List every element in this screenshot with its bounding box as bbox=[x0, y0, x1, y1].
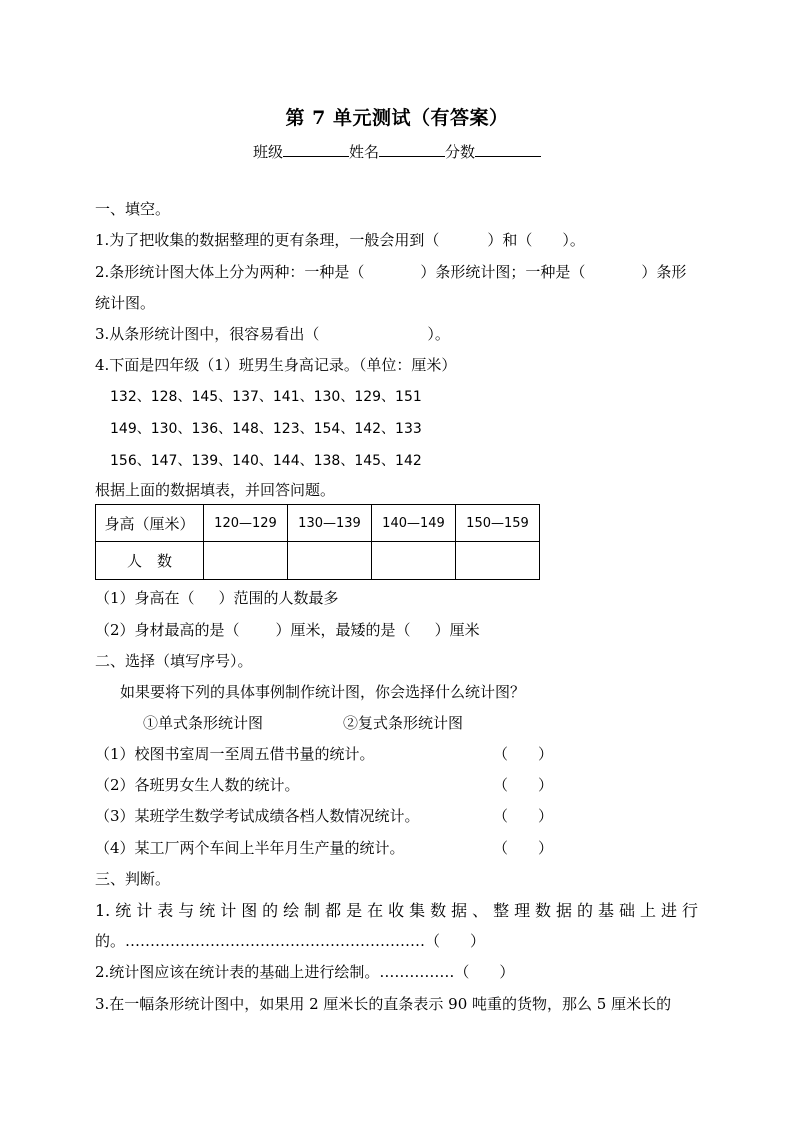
table-answer-cell[interactable] bbox=[288, 542, 372, 580]
judge-item-1-cont: 的。……………………………………………………（ ） bbox=[95, 932, 486, 950]
name-blank[interactable] bbox=[379, 142, 445, 157]
table-header-cell: 身高（厘米） bbox=[96, 505, 204, 542]
question-1-2-cont: 统计图。 bbox=[95, 294, 156, 312]
judge-item-1: 1.统计表与统计图的绘制都是在收集数据、整理数据的基础上进行 bbox=[95, 901, 698, 920]
student-info-line bbox=[0, 141, 794, 162]
table-row-label: 人 数 bbox=[96, 542, 204, 580]
answer-paren[interactable]: （ ） bbox=[493, 839, 554, 857]
question-1-2 bbox=[95, 262, 686, 282]
table-header-cell: 130—139 bbox=[288, 505, 372, 542]
q3-part-b: ）。 bbox=[427, 325, 450, 343]
q2-part-b: ）条形统计图；一种是（ bbox=[420, 263, 586, 281]
q1-part-b: ）和（ bbox=[487, 231, 533, 249]
q1-part-c: ）。 bbox=[562, 231, 585, 249]
answer-paren[interactable]: （ ） bbox=[493, 745, 554, 763]
table-header-cell: 150—159 bbox=[456, 505, 540, 542]
chart-option-1: ①单式条形统计图 bbox=[143, 714, 264, 732]
sub1-part-a: （1）身高在（ bbox=[95, 589, 195, 607]
q3-part-a: 3.从条形统计图中，很容易看出（ bbox=[95, 325, 320, 343]
table-instruction: 根据上面的数据填表，并回答问题。 bbox=[95, 481, 336, 499]
question-1-4-sub2 bbox=[95, 620, 480, 640]
table-answer-cell[interactable] bbox=[456, 542, 540, 580]
judge-item-2: 2.统计图应该在统计表的基础上进行绘制。……………（ ） bbox=[95, 963, 515, 981]
q2-part-c: ）条形 bbox=[641, 263, 687, 281]
sub2-part-b: ）厘米，最矮的是（ bbox=[275, 621, 411, 639]
height-data-row-1: 132、128、145、137、141、130、129、151 bbox=[110, 389, 422, 405]
question-1-3 bbox=[95, 324, 450, 344]
height-data-row-2: 149、130、136、148、123、154、142、133 bbox=[110, 421, 422, 437]
question-1-4-sub1 bbox=[95, 588, 339, 608]
score-blank[interactable] bbox=[475, 142, 541, 157]
q2-part-a: 2.条形统计图大体上分为两种：一种是（ bbox=[95, 263, 365, 281]
table-answer-cell[interactable] bbox=[372, 542, 456, 580]
table-header-cell: 140—149 bbox=[372, 505, 456, 542]
table-header-row bbox=[96, 505, 540, 542]
question-1-1 bbox=[95, 230, 585, 250]
chart-option-2: ②复式条形统计图 bbox=[343, 714, 464, 732]
question-1-4-intro: 4.下面是四年级（1）班男生身高记录。（单位：厘米） bbox=[95, 356, 457, 374]
table-count-row bbox=[96, 542, 540, 580]
section3-heading: 三、判断。 bbox=[95, 870, 171, 888]
page-title: 第 7 单元测试（有答案） bbox=[285, 107, 509, 129]
score-label: 分数 bbox=[445, 143, 476, 161]
answer-paren[interactable]: （ ） bbox=[493, 807, 554, 825]
sub1-part-b: ）范围的人数最多 bbox=[218, 589, 339, 607]
choice-item-3: （3）某班学生数学考试成绩各档人数情况统计。 bbox=[95, 807, 420, 825]
section1-heading: 一、填空。 bbox=[95, 200, 171, 218]
table-answer-cell[interactable] bbox=[204, 542, 288, 580]
height-data-row-3: 156、147、139、140、144、138、145、142 bbox=[110, 453, 422, 469]
q1-part-a: 1.为了把收集的数据整理的更有条理，一般会用到（ bbox=[95, 231, 440, 249]
sub2-part-c: ）厘米 bbox=[434, 621, 480, 639]
sub2-part-a: （2）身材最高的是（ bbox=[95, 621, 240, 639]
height-table bbox=[95, 504, 540, 580]
section2-heading: 二、选择（填写序号）。 bbox=[95, 652, 253, 670]
choice-item-1: （1）校图书室周一至周五借书量的统计。 bbox=[95, 745, 375, 763]
choice-item-2: （2）各班男女生人数的统计。 bbox=[95, 776, 300, 794]
name-label: 姓名 bbox=[348, 143, 379, 161]
judge-item-3: 3.在一幅条形统计图中，如果用 2 厘米长的直条表示 90 吨重的货物，那么 5 厘米长的 bbox=[95, 995, 672, 1013]
section2-prompt: 如果要将下列的具体事例制作统计图，你会选择什么统计图？ bbox=[120, 683, 526, 701]
choice-item-4: （4）某工厂两个车间上半年月生产量的统计。 bbox=[95, 839, 405, 857]
table-header-cell: 120—129 bbox=[204, 505, 288, 542]
class-blank[interactable] bbox=[283, 142, 349, 157]
class-label: 班级 bbox=[252, 143, 283, 161]
answer-paren[interactable]: （ ） bbox=[493, 776, 554, 794]
